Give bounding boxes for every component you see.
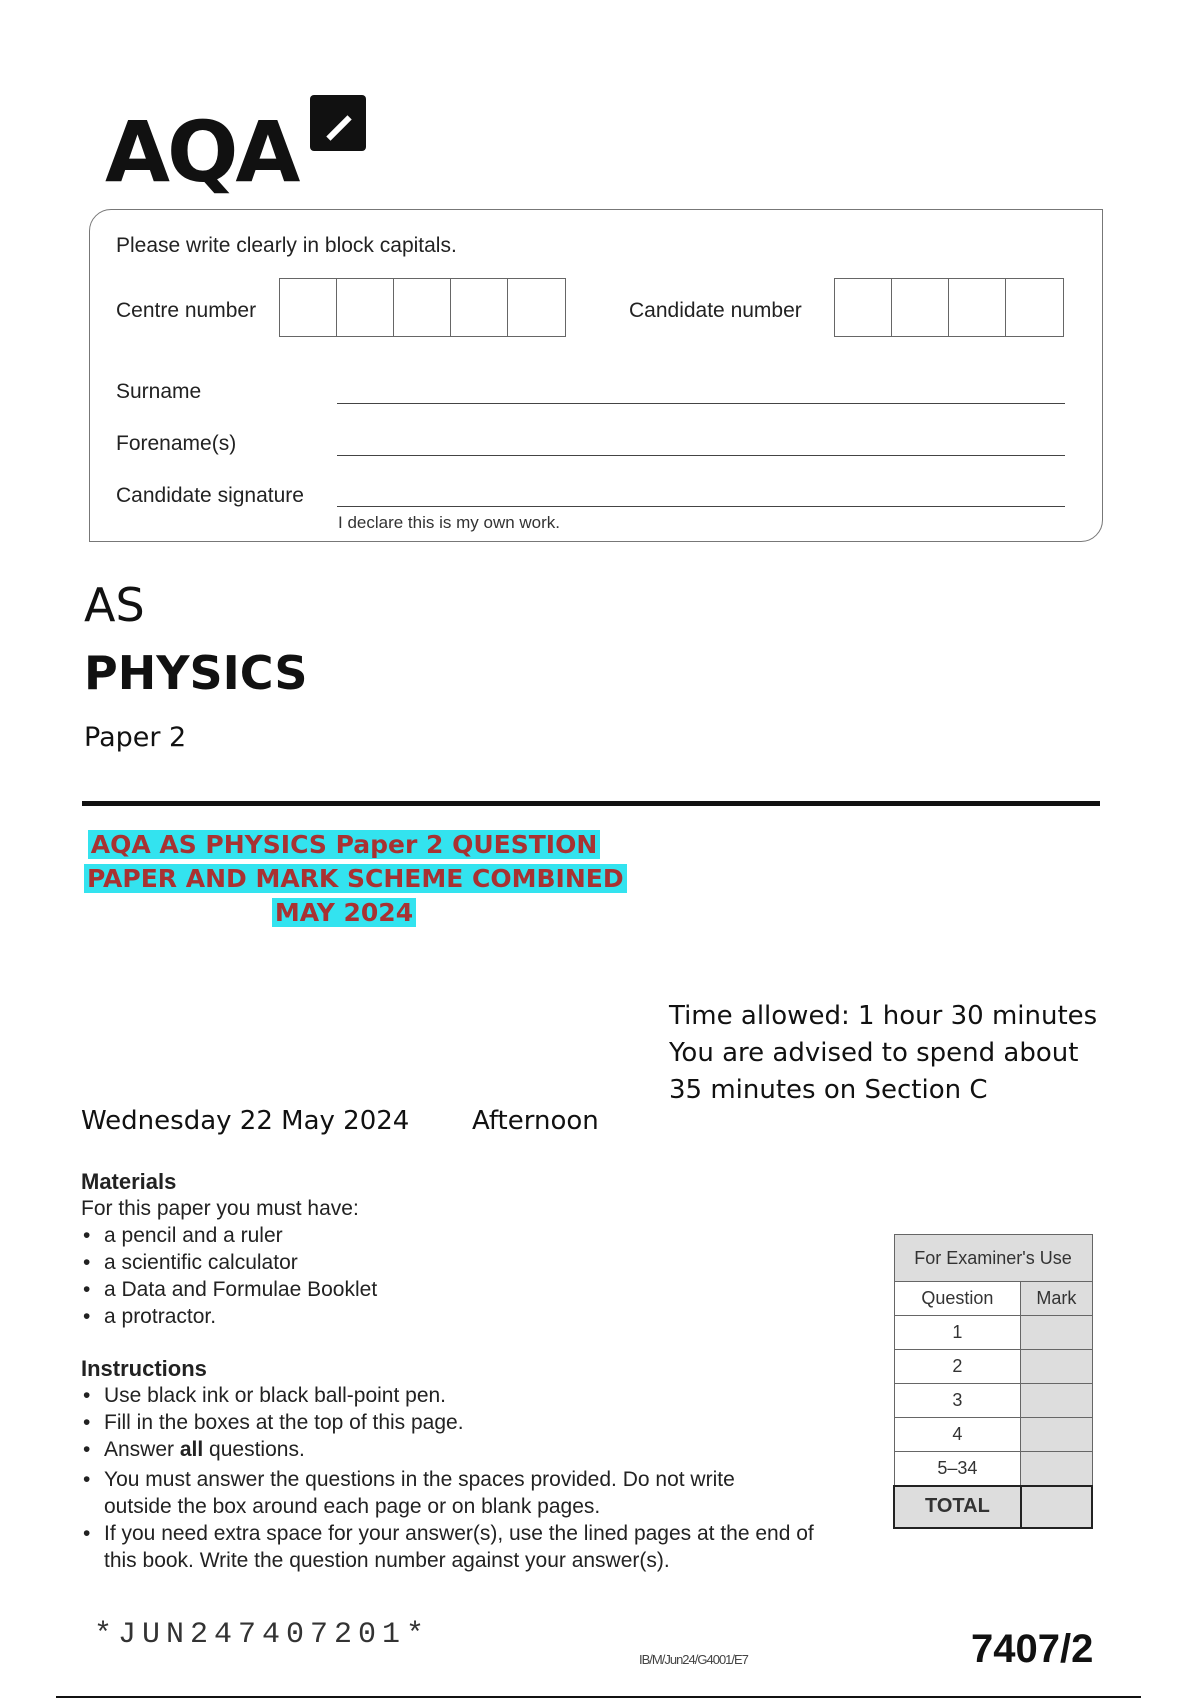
declaration: I declare this is my own work. (338, 513, 561, 532)
instruction-item (81, 1466, 814, 1520)
table-row (894, 1452, 1092, 1486)
centre-number-boxes[interactable] (279, 278, 566, 337)
question-number: 5–34 (894, 1452, 1021, 1486)
examiners-use-table (893, 1234, 1093, 1529)
materials-item: • a pencil and a ruler (81, 1222, 377, 1249)
question-number: 3 (894, 1384, 1021, 1418)
bottom-rule (56, 1696, 1141, 1698)
time-line: 35 minutes on Section C (669, 1075, 988, 1105)
highlight-line: PAPER AND MARK SCHEME COMBINED (84, 864, 627, 893)
col-mark: Mark (1021, 1282, 1092, 1316)
instruction-item: • Fill in the boxes at the top of this page. (81, 1409, 814, 1436)
exam-session: Afternoon (472, 1106, 599, 1136)
forenames-field[interactable] (337, 455, 1065, 456)
table-title: For Examiner's Use (894, 1235, 1092, 1282)
materials-item: • a protractor. (81, 1303, 377, 1330)
divider (82, 801, 1100, 806)
materials-intro: For this paper you must have: (81, 1197, 359, 1220)
total-row (894, 1486, 1092, 1528)
materials-item: • a Data and Formulae Booklet (81, 1276, 377, 1303)
instruction-text: • If you need extra space for your answer(s), use the lined pages at the end of (104, 1522, 814, 1545)
time-allowed (669, 998, 1097, 1109)
subject-heading: PHYSICS (84, 646, 308, 700)
total-label: TOTAL (894, 1486, 1021, 1528)
table-row (894, 1350, 1092, 1384)
instruction-text: questions. (203, 1438, 305, 1461)
question-number: 4 (894, 1418, 1021, 1452)
instruction-text: this book. Write the question number against your answer(s). (104, 1549, 670, 1572)
reference-code: IB/M/Jun24/G4001/E7 (639, 1652, 748, 1667)
paper-code: 7407/2 (971, 1627, 1094, 1671)
time-line: You are advised to spend about (669, 1038, 1079, 1068)
instruction-text: Answer (104, 1438, 180, 1461)
col-question: Question (894, 1282, 1021, 1316)
signature-field[interactable] (337, 506, 1065, 507)
highlight-line: MAY 2024 (272, 898, 416, 927)
signature-label: Candidate signature (116, 484, 304, 507)
block-capitals-instruction: Please write clearly in block capitals. (116, 234, 457, 257)
level-heading: AS (84, 578, 145, 632)
total-cell[interactable] (1021, 1486, 1092, 1528)
mark-cell[interactable] (1021, 1350, 1092, 1384)
table-row (894, 1384, 1092, 1418)
aqa-logo (105, 95, 365, 201)
aqa-mark-icon (310, 95, 366, 151)
question-number: 2 (894, 1350, 1021, 1384)
logo-text: AQA (105, 103, 298, 201)
forenames-label: Forename(s) (116, 432, 237, 455)
materials-section (81, 1168, 377, 1330)
instructions-section (81, 1355, 814, 1574)
paper-heading: Paper 2 (84, 722, 187, 753)
instructions-title: Instructions (81, 1356, 207, 1381)
materials-title: Materials (81, 1169, 177, 1194)
exam-date: Wednesday 22 May 2024 (81, 1106, 410, 1136)
highlight-line: AQA AS PHYSICS Paper 2 QUESTION (88, 830, 601, 859)
instruction-bold: all (179, 1438, 204, 1461)
highlighted-title (84, 828, 624, 930)
candidate-number-label: Candidate number (629, 299, 802, 322)
mark-cell[interactable] (1021, 1418, 1092, 1452)
instruction-item (81, 1520, 814, 1574)
mark-cell[interactable] (1021, 1452, 1092, 1486)
question-number: 1 (894, 1316, 1021, 1350)
surname-label: Surname (116, 380, 202, 403)
materials-item: • a scientific calculator (81, 1249, 377, 1276)
instruction-item (81, 1436, 814, 1463)
time-line: Time allowed: 1 hour 30 minutes (669, 1001, 1098, 1031)
surname-field[interactable] (337, 403, 1065, 404)
instruction-item: • Use black ink or black ball-point pen. (81, 1382, 814, 1409)
mark-cell[interactable] (1021, 1316, 1092, 1350)
table-row (894, 1418, 1092, 1452)
table-row (894, 1316, 1092, 1350)
instruction-text: outside the box around each page or on blank pages. (104, 1495, 601, 1518)
centre-number-label: Centre number (116, 299, 257, 322)
candidate-number-boxes[interactable] (834, 278, 1064, 337)
barcode-text: *JUN247407201* (94, 1618, 431, 1652)
instruction-text: • You must answer the questions in the spaces provided. Do not write (104, 1468, 735, 1491)
mark-cell[interactable] (1021, 1384, 1092, 1418)
